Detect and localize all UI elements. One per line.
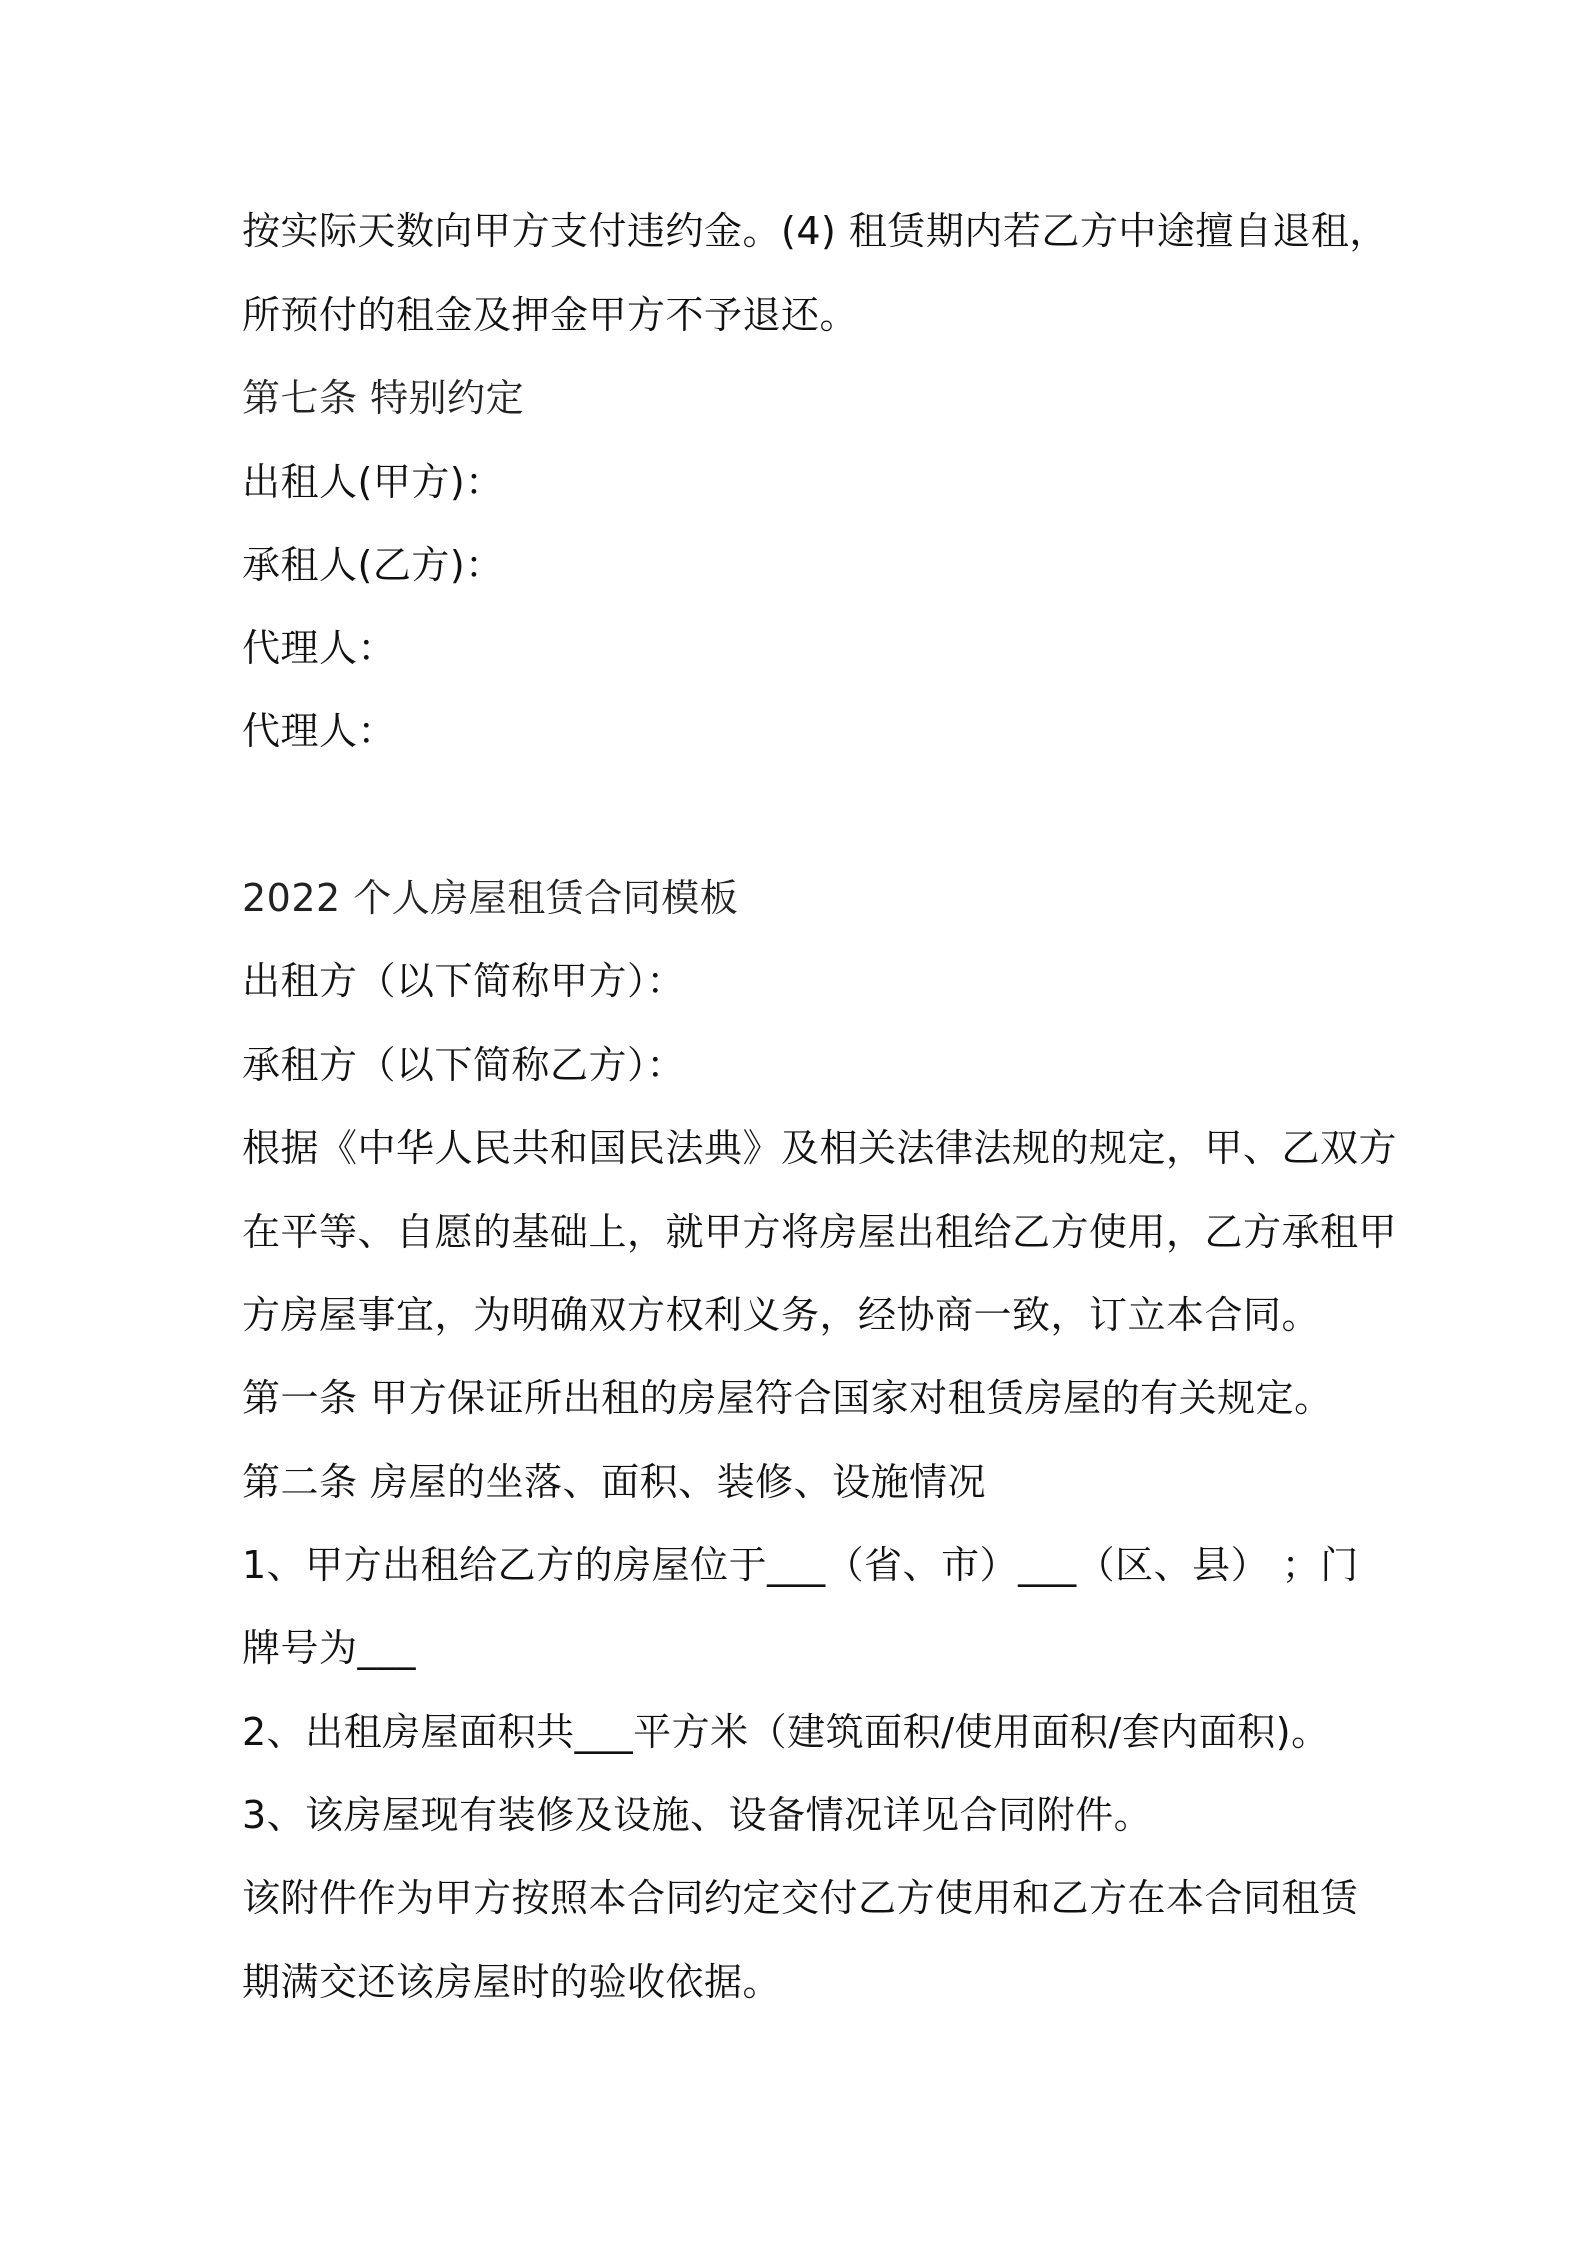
list-item: 1、甲方出租给乙方的房屋位于___（省、市）___（区、县） ；门 xyxy=(242,1543,1359,1587)
signature-label-lessee: 承租人(乙方)： xyxy=(242,543,504,587)
signature-label-agent: 代理人： xyxy=(242,626,397,670)
text-line: 按实际天数向甲方支付违约金。(4) 租赁期内若乙方中途擅自退租， xyxy=(242,209,1388,253)
list-item: 2、出租房屋面积共___平方米（建筑面积/使用面积/套内面积)。 xyxy=(242,1710,1330,1754)
signature-label-lessor: 出租人(甲方)： xyxy=(242,460,504,504)
party-lessor: 出租方（以下简称甲方）： xyxy=(242,959,686,1003)
article-two-heading: 第二条 房屋的坐落、面积、装修、设施情况 xyxy=(242,1460,987,1504)
signature-label-agent: 代理人： xyxy=(242,709,397,753)
party-lessee: 承租方（以下简称乙方）： xyxy=(242,1043,686,1087)
document-title: 2022 个人房屋租赁合同模板 xyxy=(242,876,739,920)
article-one: 第一条 甲方保证所出租的房屋符合国家对租赁房屋的有关规定。 xyxy=(242,1376,1333,1420)
list-item: 牌号为___ xyxy=(242,1626,417,1670)
section-heading: 第七条 特别约定 xyxy=(242,376,525,420)
text-line: 该附件作为甲方按照本合同约定交付乙方使用和乙方在本合同租赁 xyxy=(242,1876,1359,1920)
text-line: 根据《中华人民共和国民法典》及相关法律法规的规定，甲、乙双方 xyxy=(242,1126,1398,1170)
text-line: 期满交还该房屋时的验收依据。 xyxy=(242,1960,782,2004)
text-line: 所预付的租金及押金甲方不予退还。 xyxy=(242,293,859,337)
list-item: 3、该房屋现有装修及设施、设备情况详见合同附件。 xyxy=(242,1793,1153,1837)
text-line: 在平等、自愿的基础上，就甲方将房屋出租给乙方使用，乙方承租甲 xyxy=(242,1210,1398,1254)
text-line: 方房屋事宜，为明确双方权利义务，经协商一致，订立本合同。 xyxy=(242,1293,1321,1337)
